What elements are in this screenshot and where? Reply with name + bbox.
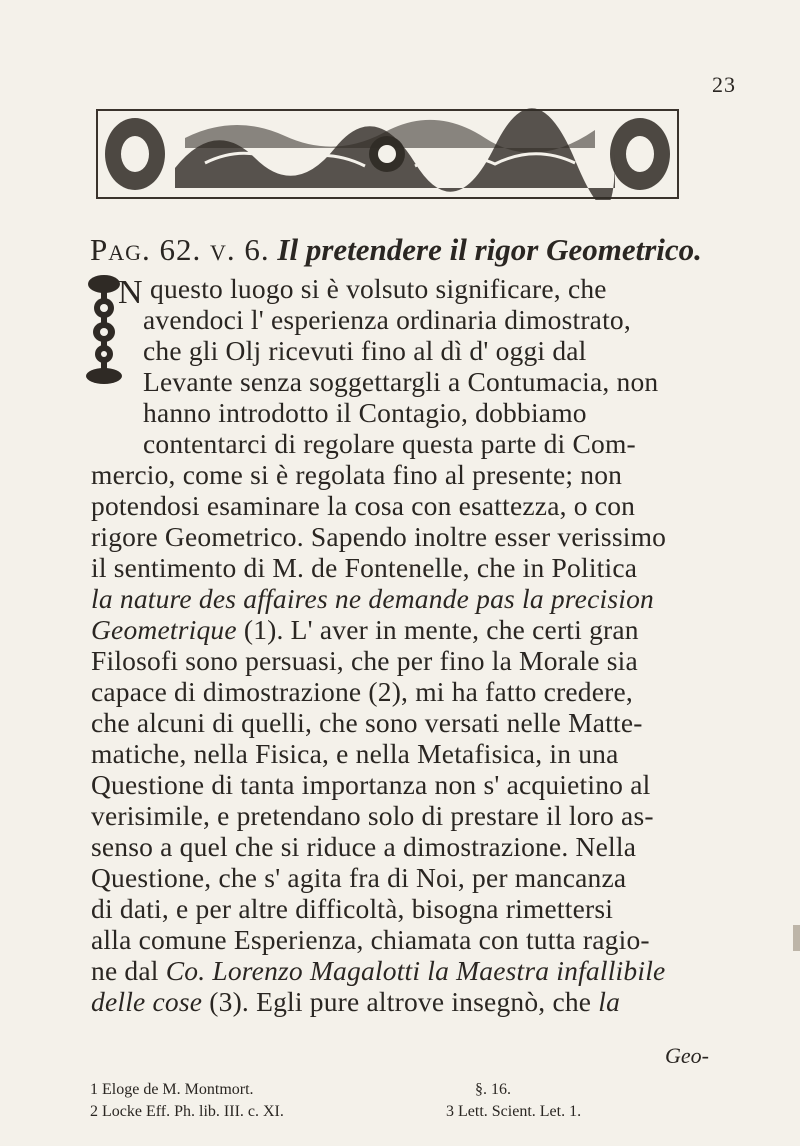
footnote-3: 3 Lett. Scient. Let. 1. (446, 1103, 582, 1120)
text-segment: ne dal (91, 955, 166, 986)
text-line: mercio, come si è regolata fino al presente; non (91, 459, 623, 490)
text-line: hanno introdotto il Contagio, dobbiamo (143, 397, 587, 428)
text-line: Questione di tanta importanza non s' acquietino al (91, 769, 651, 800)
italic-segment: Co. Lorenzo Magalotti la Maestra infallibile (165, 955, 666, 986)
section-heading (90, 232, 730, 268)
text-line: Levante senza soggettargli a Contumacia, non (143, 366, 659, 397)
decorative-headpiece (95, 108, 680, 200)
page-reference: Pag. 62. v. 6. (90, 232, 270, 267)
text-line-italic: la nature des affaires ne demande pas la precision (91, 583, 654, 614)
text-line (91, 987, 620, 1017)
page-number: 23 (712, 72, 736, 97)
footnote-row (90, 1079, 740, 1101)
text-line: rigore Geometrico. Sapendo inoltre esser verissimo (91, 521, 667, 552)
text-line (91, 956, 665, 986)
text-line (91, 615, 639, 645)
text-line: verisimile, e pretendano solo di prestare il loro as- (91, 800, 654, 831)
text-line: senso a quel che si riduce a dimostrazione. Nella (91, 831, 637, 862)
italic-word: la (598, 986, 621, 1017)
catchword: Geo- (665, 1043, 709, 1068)
footnote-1: 1 Eloge de M. Montmort. (90, 1081, 254, 1098)
text-line: Filosofi sono persuasi, che per fino la Morale sia (91, 645, 638, 676)
text-line: avendoci l' esperienza ordinaria dimostrato, (143, 304, 631, 335)
text-segment: (3). Egli pure altrove insegnò, che (202, 986, 599, 1017)
text-line: alla comune Esperienza, chiamata con tutta ragio- (91, 924, 650, 955)
footnote-row (90, 1101, 740, 1123)
text-line: di dati, e per altre difficoltà, bisogna rimettersi (91, 893, 614, 924)
text-line: che gli Olj ricevuti fino al dì d' oggi dal (143, 335, 587, 366)
footnote-1-section: §. 16. (475, 1081, 511, 1098)
text-line: Questione, che s' agita fra di Noi, per mancanza (91, 862, 627, 893)
text-line: contentarci di regolare questa parte di Com- (143, 428, 636, 459)
paper-mark (793, 925, 800, 951)
text-line: che alcuni di quelli, che sono versati nelle Matte- (91, 707, 643, 738)
drop-cap-initial: N (118, 274, 143, 311)
text-line: questo luogo si è volsuto significare, che (150, 273, 607, 304)
text-line: capace di dimostrazione (2), mi ha fatto credere, (91, 676, 633, 707)
italic-word: Geometrique (91, 614, 237, 645)
text-line: potendosi esaminare la cosa con esattezza, o con (91, 490, 636, 521)
footnote-2: 2 Locke Eff. Ph. lib. III. c. XI. (90, 1103, 284, 1120)
footnotes (90, 1079, 740, 1123)
text-segment: (1). L' aver in mente, che certi gran (236, 614, 639, 645)
heading-title: Il pretendere il rigor Geometrico. (277, 232, 702, 267)
text-line: il sentimento di M. de Fontenelle, che in Politica (91, 552, 638, 583)
text-line: matiche, nella Fisica, e nella Metafisica, in una (91, 738, 619, 769)
italic-segment: delle cose (91, 986, 203, 1017)
